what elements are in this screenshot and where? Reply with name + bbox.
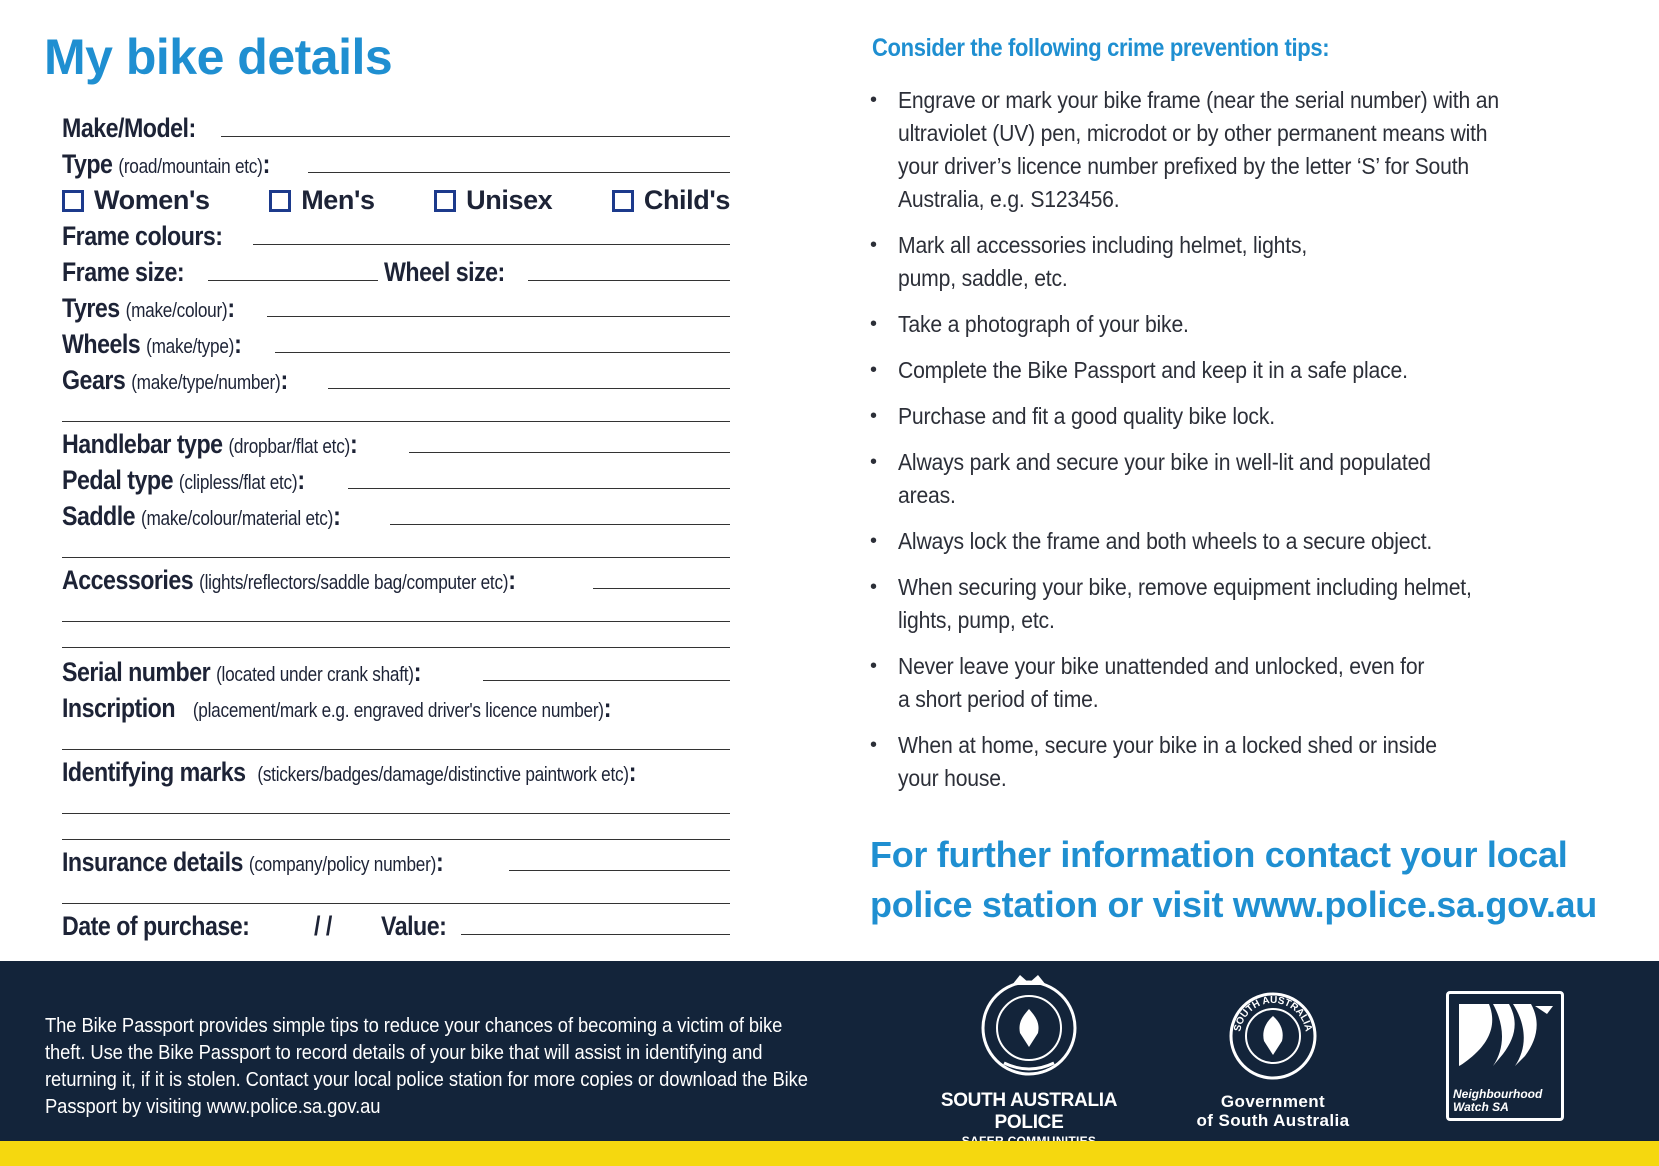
sapol-logo: [918, 971, 1140, 1148]
tip-text: Mark all accessories including helmet, lights, pump, saddle, etc.: [898, 232, 1308, 291]
serial-field[interactable]: [483, 680, 730, 681]
insurance-extra-line[interactable]: [62, 878, 730, 904]
page-title: My bike details: [44, 29, 393, 85]
insurance-hint: (company/policy number): [248, 854, 437, 876]
serial-hint: (located under crank shaft): [216, 664, 414, 686]
gender-checkboxes: [62, 180, 730, 216]
size-row: [62, 252, 730, 288]
type-label: Type: [62, 149, 113, 179]
make-model-label: Make/Model:: [62, 113, 196, 143]
identifying-hint: (stickers/badges/damage/distinctive paintwork etc): [257, 764, 629, 786]
gov-sa-logo: [1178, 991, 1368, 1130]
type-hint: (road/mountain etc): [118, 156, 263, 178]
bullet-icon: •: [870, 313, 877, 335]
list-item: [870, 446, 1530, 512]
type-field[interactable]: [308, 172, 730, 173]
date-label: Date of purchase:: [62, 911, 250, 941]
bullet-icon: •: [870, 530, 877, 552]
value-field[interactable]: [461, 934, 730, 935]
colon: :: [234, 329, 242, 359]
wheels-label: Wheels: [62, 329, 141, 359]
checkbox-mens[interactable]: [269, 185, 374, 216]
neighbourhood-watch-logo: [1446, 991, 1566, 1123]
bullet-icon: •: [870, 576, 877, 598]
saddle-row: [62, 496, 730, 532]
inscription-label: Inscription: [62, 693, 176, 723]
colon: :: [262, 149, 270, 179]
gears-extra-line[interactable]: [62, 396, 730, 422]
serial-label: Serial number: [62, 657, 211, 687]
tyres-hint: (make/colour): [125, 300, 228, 322]
list-item: [870, 308, 1530, 341]
accessories-label: Accessories: [62, 565, 194, 595]
frame-colours-field[interactable]: [253, 244, 730, 245]
checkbox-icon[interactable]: [269, 190, 291, 212]
make-model-row: [62, 108, 730, 144]
pedal-field[interactable]: [348, 488, 730, 489]
contact-info: [870, 830, 1630, 930]
tip-text: Purchase and fit a good quality bike lock.: [898, 403, 1275, 429]
tyres-label: Tyres: [62, 293, 120, 323]
checkbox-label: Child's: [643, 185, 730, 215]
identifying-field-1[interactable]: [62, 788, 730, 814]
frame-colours-label: Frame colours:: [62, 221, 223, 251]
date-field[interactable]: / /: [313, 911, 332, 941]
gears-row: [62, 360, 730, 396]
pedal-row: [62, 460, 730, 496]
inscription-field[interactable]: [62, 724, 730, 750]
saddle-label: Saddle: [62, 501, 136, 531]
bullet-icon: •: [870, 451, 877, 473]
checkbox-icon[interactable]: [612, 190, 634, 212]
frame-colours-row: [62, 216, 730, 252]
accessories-extra-line-1[interactable]: [62, 596, 730, 622]
accessories-field[interactable]: [593, 588, 730, 589]
tip-text: When at home, secure your bike in a locked shed or inside your house.: [898, 732, 1437, 791]
tip-text: Take a photograph of your bike.: [898, 311, 1189, 337]
colon: :: [227, 293, 235, 323]
accessories-hint: (lights/reflectors/saddle bag/computer etc): [199, 572, 509, 594]
colon: :: [508, 565, 516, 595]
inscription-hint: (placement/mark e.g. engraved driver's licence number): [192, 700, 604, 722]
checkbox-icon[interactable]: [62, 190, 84, 212]
sapol-name: SOUTH AUSTRALIA POLICE: [940, 1090, 1118, 1133]
tips-list: [870, 84, 1530, 808]
frame-size-field[interactable]: [208, 280, 378, 281]
colon: :: [280, 365, 288, 395]
type-row: [62, 144, 730, 180]
colon: :: [333, 501, 341, 531]
contact-line-1: For further information contact your local: [870, 834, 1568, 875]
list-item: [870, 571, 1530, 637]
colon: :: [628, 757, 637, 787]
tip-text: Engrave or mark your bike frame (near the serial number) with an ultraviolet (UV) pen, microdot or by other permanent means with your driver’s licence number prefixed by the letter ‘S’ for South Australia, e.g. S123456.: [898, 87, 1499, 212]
seal-text: SOUTH AUSTRALIA: [1232, 994, 1314, 1033]
accessories-row: [62, 558, 730, 596]
gov-line-2: of South Australia: [1196, 1111, 1350, 1130]
pedal-label: Pedal type: [62, 465, 173, 495]
handlebar-hint: (dropbar/flat etc): [228, 436, 351, 458]
nw-line-2: Watch SA: [1453, 1100, 1509, 1114]
contact-line-2[interactable]: police station or visit www.police.sa.gov.au: [870, 884, 1597, 925]
identifying-row: [62, 750, 730, 788]
tip-text: Never leave your bike unattended and unlocked, even for a short period of time.: [898, 653, 1425, 712]
checkbox-icon[interactable]: [434, 190, 456, 212]
value-label: Value:: [380, 911, 446, 941]
checkbox-womens[interactable]: [62, 185, 210, 216]
saddle-hint: (make/colour/material etc): [140, 508, 334, 530]
pedal-hint: (clipless/flat etc): [178, 472, 298, 494]
insurance-field[interactable]: [509, 870, 730, 871]
list-item: [870, 229, 1530, 295]
identifying-label: Identifying marks: [62, 757, 246, 787]
bike-details-form: [62, 108, 730, 942]
tip-text: Complete the Bike Passport and keep it in a safe place.: [898, 357, 1408, 383]
identifying-field-2[interactable]: [62, 814, 730, 840]
insurance-row: [62, 840, 730, 878]
list-item: [870, 84, 1530, 216]
footer-description: [45, 1013, 815, 1121]
colon: :: [436, 847, 444, 877]
accessories-extra-line-2[interactable]: [62, 622, 730, 648]
colon: :: [603, 693, 612, 723]
police-crest-icon: [974, 971, 1084, 1081]
colon: :: [350, 429, 358, 459]
list-item: [870, 729, 1530, 795]
colon: :: [413, 657, 421, 687]
footer-bar: [0, 961, 1659, 1141]
bullet-icon: •: [870, 89, 877, 111]
gov-line-1: Government: [1220, 1092, 1326, 1111]
tip-text: Always lock the frame and both wheels to a secure object.: [898, 528, 1433, 554]
checkbox-label: Men's: [301, 185, 375, 215]
colon: :: [297, 465, 305, 495]
tips-heading: Consider the following crime prevention tips:: [872, 34, 1330, 62]
yellow-stripe: [0, 1141, 1659, 1166]
handlebar-row: [62, 422, 730, 460]
make-model-field[interactable]: [221, 136, 730, 137]
tip-text: When securing your bike, remove equipment including helmet, lights, pump, etc.: [898, 574, 1472, 633]
gears-field[interactable]: [328, 388, 730, 389]
nw-line-1: Neighbourhood: [1453, 1087, 1543, 1101]
inscription-row: [62, 688, 730, 724]
saddle-field[interactable]: [390, 524, 730, 525]
handlebar-label: Handlebar type: [62, 429, 223, 459]
nw-frame: [1446, 991, 1564, 1121]
state-seal-icon: [1228, 991, 1318, 1081]
frame-size-label: Frame size:: [62, 257, 185, 287]
wheels-field[interactable]: [275, 352, 730, 353]
wheels-hint: (make/type): [146, 336, 235, 358]
wheel-size-field[interactable]: [528, 280, 730, 281]
bullet-icon: •: [870, 734, 877, 756]
bullet-icon: •: [870, 405, 877, 427]
checkbox-childs[interactable]: [612, 185, 730, 216]
bullet-icon: •: [870, 359, 877, 381]
date-value-row: [62, 904, 730, 942]
checkbox-label: Unisex: [466, 185, 553, 215]
bullet-icon: •: [870, 655, 877, 677]
insurance-label: Insurance details: [62, 847, 243, 877]
handlebar-field[interactable]: [409, 452, 730, 453]
tyres-field[interactable]: [267, 316, 730, 317]
checkbox-label: Women's: [94, 185, 210, 215]
bullet-icon: •: [870, 234, 877, 256]
list-item: [870, 650, 1530, 716]
wheel-size-label: Wheel size:: [383, 257, 505, 287]
list-item: [870, 354, 1530, 387]
neighbourhood-watch-icon: [1449, 994, 1561, 1090]
gears-label: Gears: [62, 365, 126, 395]
list-item: [870, 525, 1530, 558]
checkbox-unisex[interactable]: [434, 185, 552, 216]
nw-label: [1453, 1088, 1542, 1114]
gears-hint: (make/type/number): [131, 372, 281, 394]
list-item: [870, 400, 1530, 433]
tyres-row: [62, 288, 730, 324]
serial-row: [62, 648, 730, 688]
wheels-row: [62, 324, 730, 360]
saddle-extra-line[interactable]: [62, 532, 730, 558]
tip-text: Always park and secure your bike in well-lit and populated areas.: [898, 449, 1431, 508]
footer-description-text: The Bike Passport provides simple tips to reduce your chances of becoming a victim of bike theft. Use the Bike Passport to record details of your bike that will assist in identifying and returning it, if it is stolen. Contact your local police station for more copies or download the Bike Passport by visiting www.police.sa.gov.au: [45, 1015, 808, 1118]
